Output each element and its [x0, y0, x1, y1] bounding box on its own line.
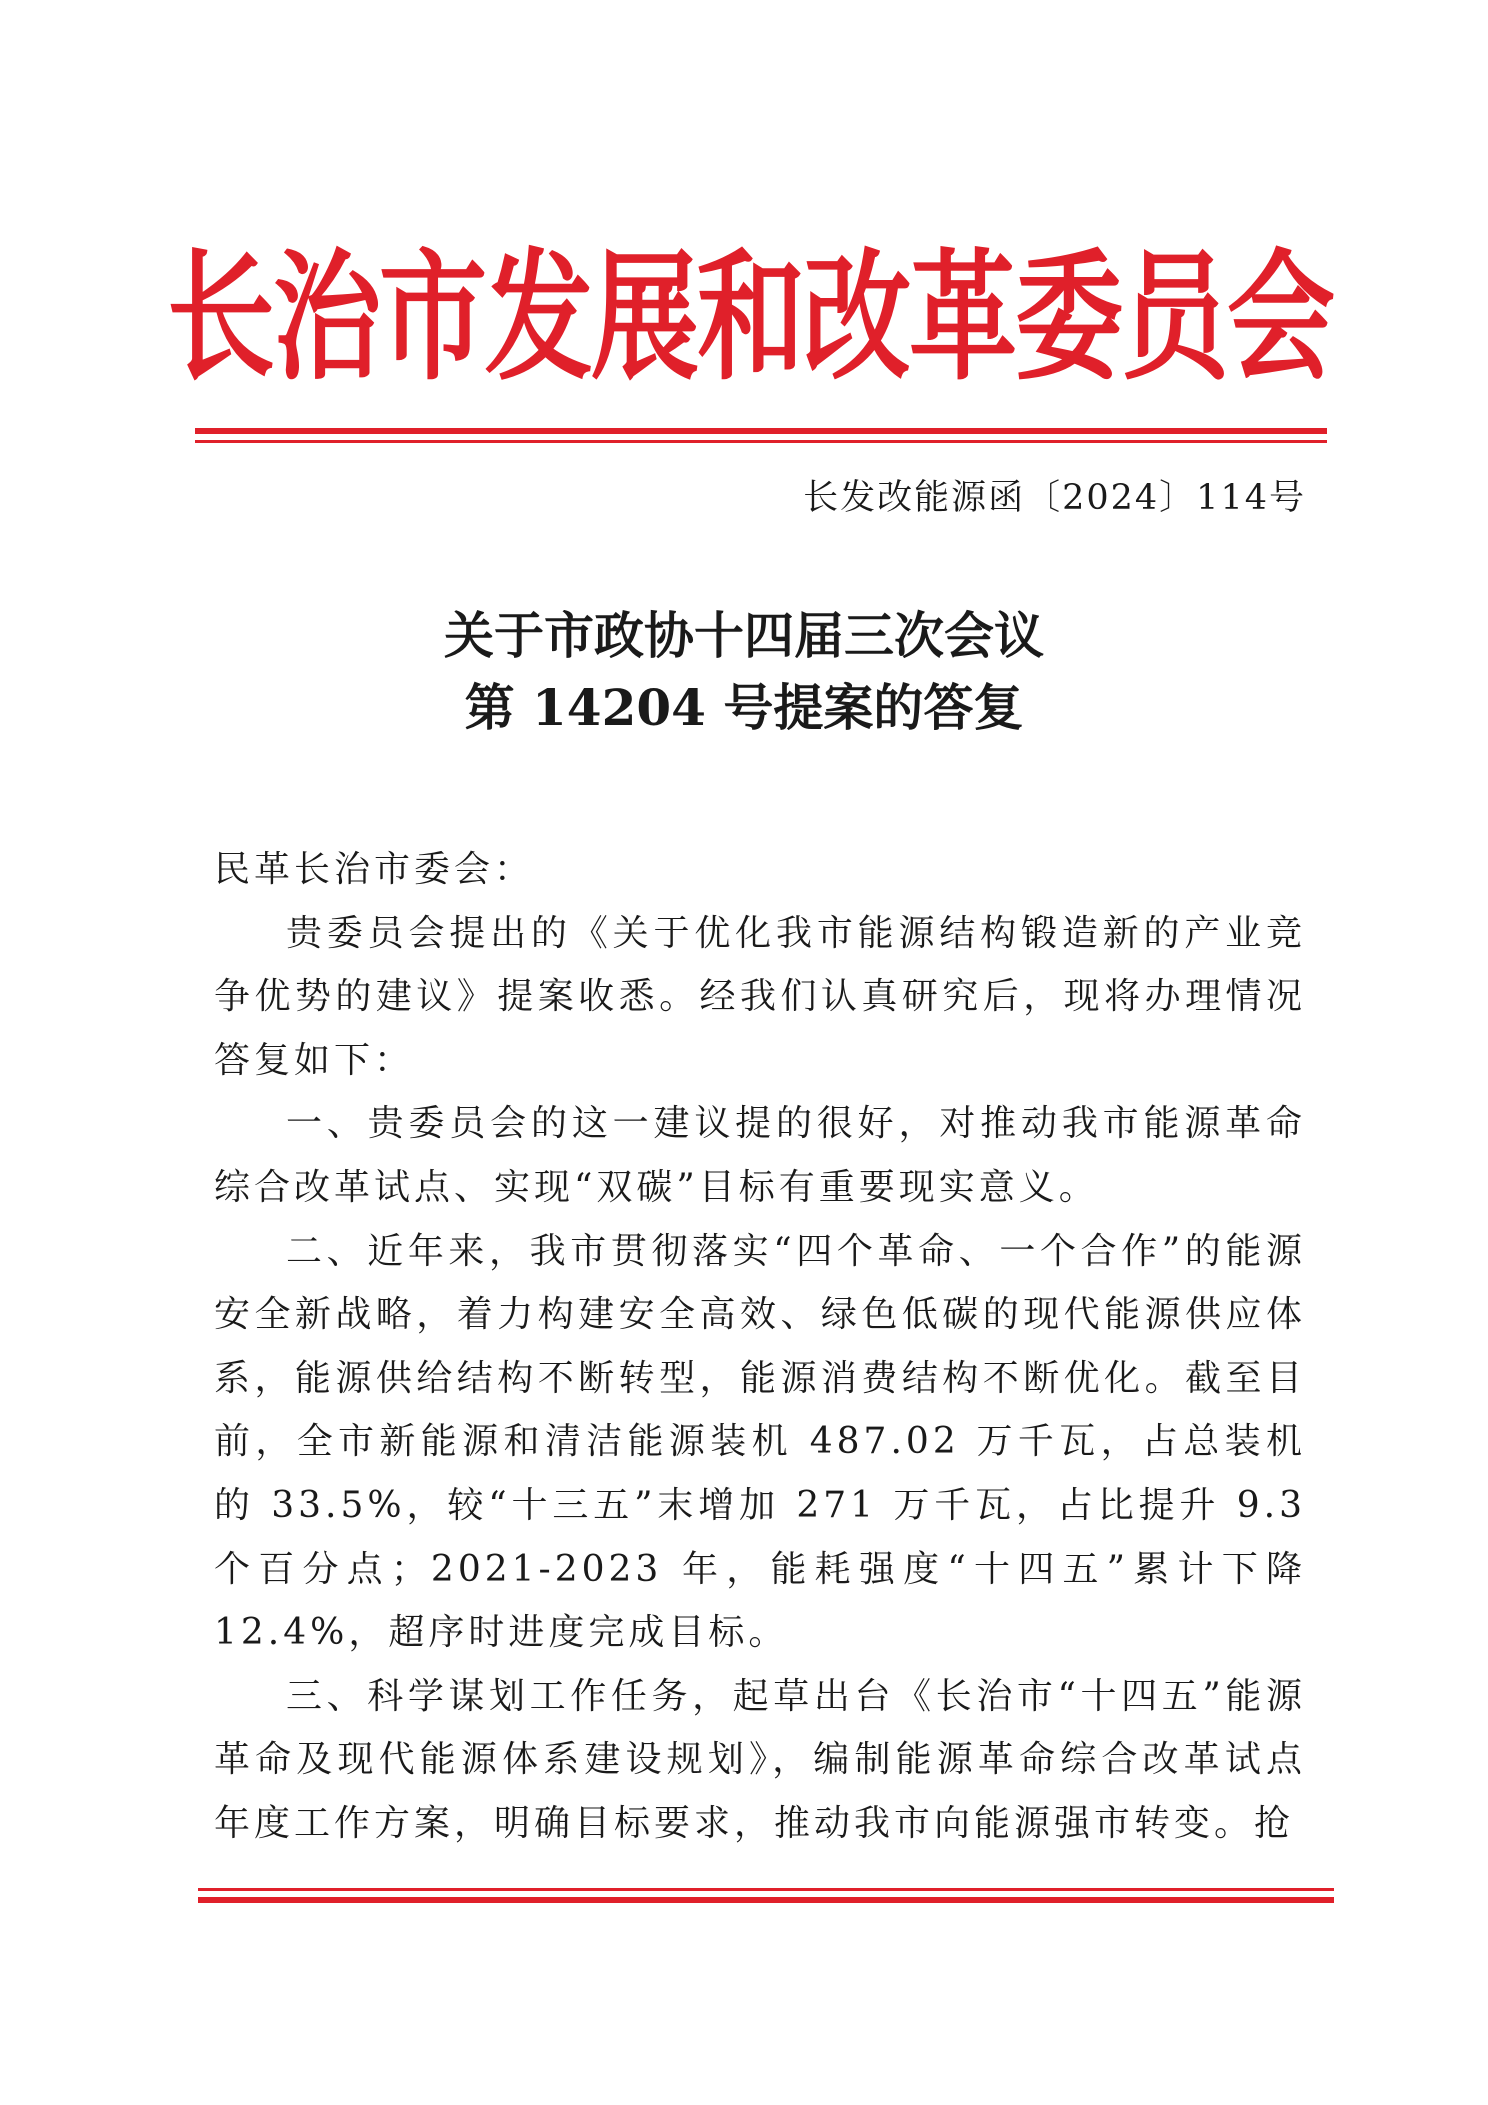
- footer-rule-thin: [198, 1888, 1334, 1891]
- footer-rule-thick: [198, 1897, 1334, 1903]
- agency-letterhead-title: 长治市发展和改革委员会: [167, 236, 1334, 400]
- letterhead-rule-thick: [195, 428, 1327, 434]
- document-body: [214, 838, 1306, 1856]
- document-title: [0, 600, 1488, 744]
- paragraph-intro: 贵委员会提出的《关于优化我市能源结构锻造新的产业竞争优势的建议》提案收悉。经我们认真研究后，现将办理情况答复如下：: [214, 912, 1306, 1081]
- paragraph-two: 二、近年来，我市贯彻落实“四个革命、一个合作”的能源安全新战略，着力构建安全高效、绿色低碳的现代能源供应体系，能源供给结构不断转型，能源消费结构不断优化。截至目前，全市新能源和清洁能源装机 487.02 万千瓦，占总装机的 33.5%，较“十三五”末增加 271 万千瓦，占比提升 9.3 个百分点；2021-2023 年，能耗强度“十四五”累计下降 12.4%，超序时进度完成目标。: [214, 1230, 1306, 1654]
- paragraph-one: 一、贵委员会的这一建议提的很好，对推动我市能源革命综合改革试点、实现“双碳”目标有重要现实意义。: [214, 1103, 1306, 1208]
- title-line-1: 关于市政协十四届三次会议: [444, 606, 1044, 665]
- paragraph-three: 三、科学谋划工作任务，起草出台《长治市“十四五”能源革命及现代能源体系建设规划》，编制能源革命综合改革试点年度工作方案，明确目标要求，推动我市向能源强市转变。抢: [214, 1675, 1306, 1844]
- salutation: 民革长治市委会：: [214, 849, 535, 890]
- title-line-2: 第 14204 号提案的答复: [464, 678, 1024, 737]
- letterhead-rule-thin: [195, 440, 1327, 443]
- document-number: 长发改能源函〔2024〕114号: [803, 478, 1306, 518]
